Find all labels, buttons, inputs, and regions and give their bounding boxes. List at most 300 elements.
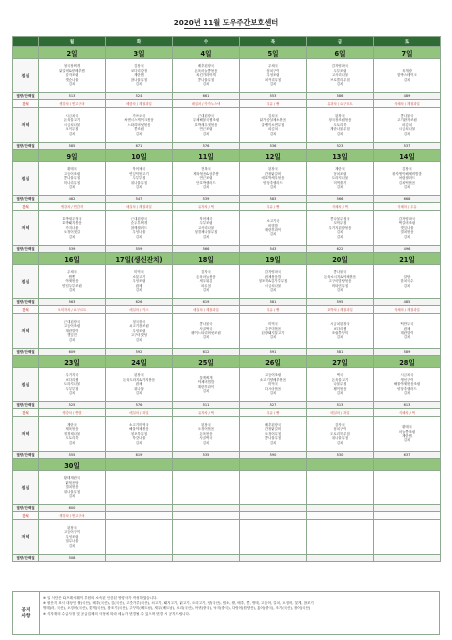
menu-item: 멸치볶음 [400,230,414,235]
menu-item: 김치 [202,185,210,190]
menu-item: 도라지나물 [331,176,349,181]
date-cell: 3일 [106,47,173,59]
dinner-kcal-row-value [240,555,307,562]
menu-item: 시금치나물 [264,283,282,288]
dinner-row-cell [173,211,240,246]
lunch-kcal-row [13,299,441,306]
dinner-row-cell [173,314,240,349]
header-corner [13,37,39,47]
menu-item: 고구마맛탕볶음 [328,279,352,284]
menu-item: 김치 [68,234,76,239]
menu-item: 사골떡국 [199,436,213,441]
menu-item: 돈육도라지&가지볶음 [122,377,156,382]
dinner-row-cell [240,108,307,143]
date-row-label [13,356,39,368]
snack-row-value: 배즙차 / 계절과일 [106,100,173,108]
menu-item: 잡채 [135,382,143,387]
lunch-kcal-row [13,196,441,203]
menu-item: 청경채나물무침 [194,230,218,235]
menu-item: 감자양파국 [398,216,416,221]
menu-item: 양상추샐러드 [263,180,283,185]
lunch-kcal-row-value: 595 [307,299,374,306]
lunch-row-cell [307,368,374,402]
menu-item: 씨앤시스케이크볶음 [124,118,154,123]
menu-item: 김치 [68,494,76,499]
snack-row [13,100,441,108]
menu-item: 비빔밥 [268,223,278,228]
menu-item: 우엉조림 [132,279,146,284]
menu-item: 김치 [336,288,344,293]
date-cell: 28일 [374,356,441,368]
date-row-label [13,253,39,265]
menu-item: 김치 [336,335,344,340]
menu-item: 마늘쫑조림 [398,429,416,434]
menu-item: 참나물무침 [130,77,148,82]
lunch-row-label: 점심 [13,162,39,196]
snack-row-value: 매실차 / 계절과일 [173,306,240,314]
menu-item: 김치 [336,391,344,396]
lunch-row-cell [374,368,441,402]
menu-item: 계란후라이 [264,228,282,232]
menu-item: 꽃게찌개 [199,375,213,380]
menu-item: 알탕 [403,274,411,279]
lunch-kcal-row-value: 566 [307,196,374,203]
menu-item: 김치 [202,440,210,445]
menu-item: 호박돼지볶음 [62,221,82,226]
lunch-kcal-row-label: 열량/단백질 [13,299,39,306]
notice-text [43,596,437,617]
menu-item: 파김치 [268,127,278,132]
menu-item: 나물무침 [333,382,347,387]
date-cell [106,459,173,471]
menu-item: 시금치국 [400,373,414,378]
lunch-row-cell [240,59,307,93]
snack-row-value [173,512,240,520]
menu-item: 된장국 [201,422,211,427]
lunch-kcal-row-value: 524 [106,93,173,100]
dinner-row-cell [240,520,307,555]
menu-item: 시금치나물 [63,122,81,127]
dinner-kcal-row-value: 612 [173,349,240,356]
dinner-row-cell [39,417,106,452]
weekday-header: 토 [374,37,441,47]
notice-label-line-1: 공지 [21,607,31,613]
menu-item: 멸치볶음 [65,485,79,490]
menu-item: 김치 [68,440,76,445]
menu-item: 잡채볶음밥 [264,274,282,279]
lunch-kcal-row-value: 583 [240,196,307,203]
dinner-kcal-row-value: 581 [307,349,374,356]
lunch-kcal-row-value: 613 [374,402,441,409]
menu-item: 떡국 [336,373,344,378]
menu-item: 비타민무침 [331,283,349,288]
lunch-kcal-row-value: 513 [307,402,374,409]
notice-line: ※ 식자재의 수급사정 및 공급업체의 사정에 따라 메뉴가 변경될 수 있으며 변경 시 공지드립니다. [43,611,190,616]
lunch-kcal-row-value: 586 [307,93,374,100]
menu-item: 고등어조림 [264,373,282,378]
menu-item: 김치 [68,82,76,87]
lunch-row-cell [106,162,173,196]
lunch-kcal-row-label: 열량/단백질 [13,196,39,203]
date-cell [173,459,240,471]
weekday-header: 수 [173,37,240,47]
lunch-row-cell [106,59,173,93]
weekday-header-row [13,37,441,47]
menu-item: 깻잎나물 [400,225,414,230]
lunch-kcal-row-value [240,505,307,512]
menu-item: 우엉조림 [65,534,79,539]
dinner-kcal-row [13,246,441,253]
lunch-row-cell [39,265,106,299]
menu-item: 감자국 [201,270,211,275]
menu-item: 김치 [135,440,143,445]
menu-item: 시금치국 [65,113,79,118]
date-cell: 17일(생신잔치) [106,253,173,265]
menu-item: 떡갈비조림 [398,221,416,226]
dinner-kcal-row-value: 523 [307,143,374,150]
dinner-row [13,211,441,246]
menu-item: 두부부침 [65,386,79,391]
lunch-row-cell [374,162,441,196]
dinner-kcal-row-value: 637 [374,452,441,459]
lunch-kcal-row-value: 513 [39,93,106,100]
page-title: 2020년 11월 도우주간보호센터 [173,18,279,27]
lunch-row-cell [39,368,106,402]
snack-row-value: 식혜차 / 우유 [374,203,441,211]
notice-label-line-2: 사항 [21,613,31,619]
date-cell [374,459,441,471]
menu-item: 육개장 [402,68,412,73]
dinner-kcal-row-value [106,555,173,562]
dinner-row-cell [39,520,106,555]
menu-item: 돈육볶음 [199,431,213,436]
menu-item: 짬뽕 [68,274,76,279]
dinner-kcal-row-value: 591 [240,349,307,356]
menu-item: 연근조림 [199,127,213,132]
date-row [13,356,441,368]
snack-row-value [374,512,441,520]
lunch-row [13,368,441,402]
date-cell: 18일 [173,253,240,265]
menu-item: 우엉조림 [132,328,146,333]
snack-row-value: 우유 / 빵 [240,306,307,314]
menu-item: 코다리강정 [130,68,148,73]
snack-row-value: 식혜차 / 떡 [307,203,374,211]
dinner-row-cell [374,314,441,349]
lunch-row-label: 점심 [13,265,39,299]
menu-item: 황태국 [402,425,412,430]
dinner-kcal-row-value: 530 [307,452,374,459]
dinner-row-label: 저녁 [13,520,39,555]
menu-item: 도토리묵무침 [330,431,350,436]
menu-item: 김치 [135,288,143,293]
menu-item: 해물야채볶음조림 [393,382,421,387]
date-cell: 12일 [240,150,307,162]
menu-item: 김치 [403,438,411,443]
menu-item: 잡채 [135,283,143,288]
menu-item: 가쓰오국 [132,113,146,118]
menu-item: 취나물무침 [63,489,81,494]
menu-item: 근대된장국 [130,216,148,221]
weekday-header: 금 [307,37,374,47]
dinner-kcal-row-value: 496 [374,246,441,253]
dinner-kcal-row-value: 539 [39,246,106,253]
menu-item: 깻잎전 [67,333,77,338]
menu-item: 계란찜 [134,73,144,78]
dinner-kcal-row [13,143,441,150]
menu-item: 한치국수 [400,279,414,284]
menu-item: 처럼샐러드 [398,176,416,181]
dinner-kcal-row-value: 619 [106,452,173,459]
snack-row-value: 매실차 / 과일 [106,409,173,417]
menu-item: 해물야채볶음 [129,427,149,432]
notice-line: 명태(러, 국산), 오징어(국산), 꽃게(국산), 참조기(국산), 주꾸미(베트남), 새우(베트남), 오리(국산), 아귀(중국), 낙지(중국), 다랑어(원양산), 홍어(중국), 조기(국산), 장어(국산) [43,606,311,611]
dinner-kcal-row-value: 592 [106,349,173,356]
lunch-kcal-row-value: 619 [173,299,240,306]
menu-item: 삼치구이 [333,427,347,432]
menu-item: 콩나물무침국 [330,216,350,221]
lunch-row-cell [240,162,307,196]
lunch-kcal-row-value [106,505,173,512]
dinner-row-cell [39,211,106,246]
menu-item: 청포묵무침 [130,431,148,436]
menu-item: 생선구이 [400,377,414,382]
dinner-kcal-row-value: 508 [39,555,106,562]
notice-line: ※ 원산지 표시 대상인 쌀(국산), 배추(국산), 김(국산), 고춧가루(국산), 쇠고기, 돼지고기, 닭고기, 오리고기, 양(국산), 염소, 쌀, 배추, 콩, 명태, 고등어, 갈치, 오징어, 꽃게, 참조기 [43,601,314,606]
menu-item: 깻순나물 [65,77,79,82]
dinner-row-cell [106,211,173,246]
dinner-kcal-row-value [173,555,240,562]
menu-item: 김치 [68,391,76,396]
dinner-row-label: 저녁 [13,108,39,143]
date-cell: 11일 [173,150,240,162]
snack-row-label: 간식 [13,100,39,108]
menu-item: 도토리묵 [333,122,347,127]
menu-item: 단호박샐러드 [196,180,216,185]
lunch-kcal-row-value: 668 [374,196,441,203]
dinner-kcal-row-value [307,555,374,562]
menu-item: 쑥갓나물 [132,436,146,441]
menu-item: 야채볶음 [65,279,79,284]
snack-row [13,306,441,314]
menu-item: 황태계란국 [63,476,81,481]
menu-item: 김치 [269,440,277,445]
snack-row-label: 간식 [13,409,39,417]
menu-item: 조림쭈꾸미 [331,331,349,335]
dinner-kcal-row-label: 열량/단백질 [13,349,39,356]
menu-item: 근대된장국 [197,113,215,118]
menu-item: 잡채 [403,326,411,331]
lunch-kcal-row-value [374,505,441,512]
dinner-kcal-row-value: 576 [173,143,240,150]
dinner-kcal-row-value: 535 [173,452,240,459]
snack-row-value: 매실차 / 과일 [307,409,374,417]
menu-item: 김치 [68,131,76,136]
snack-row-label: 간식 [13,203,39,211]
menu-item: 골뱅이소면무침 [261,122,285,127]
snack-row-value: 식혜차 / 계절과일 [374,100,441,108]
menu-item: 두부부침 [132,176,146,181]
menu-item: 오징어젓갈 [63,230,81,235]
dinner-kcal-row-value: 537 [374,143,441,150]
menu-item: 김치 [135,391,143,396]
snack-row [13,203,441,211]
menu-item: 호박새우젓국 [62,216,82,221]
snack-row-value: 유자차 / 떡 [173,409,240,417]
lunch-row-cell [173,59,240,93]
menu-item: 돈육소시지&야채볶음 [323,274,357,279]
lunch-row-cell [307,265,374,299]
menu-item: 김치 [202,288,210,293]
menu-item: 콩나물무침 [197,77,215,82]
dinner-row [13,314,441,349]
dinner-row-cell [307,417,374,452]
menu-item: 계란국 [335,167,345,172]
menu-item: 김치 [68,337,76,342]
menu-item: 순두부찌개 [130,221,148,226]
menu-item: 김치 [135,185,143,190]
menu-item: 삼치구이 [266,68,280,73]
dinner-row [13,417,441,452]
menu-item: 김치 [202,234,210,239]
menu-item: 김치 [68,185,76,190]
lunch-kcal-row-value: 462 [39,196,106,203]
menu-item: 김치 [403,131,411,136]
dinner-row-cell [374,417,441,452]
menu-item: 김치 [135,337,143,342]
dinner-kcal-row-value: 555 [39,452,106,459]
date-cell: 25일 [173,356,240,368]
lunch-row-cell [173,162,240,196]
dinner-kcal-row-value: 609 [39,349,106,356]
dinner-kcal-row-label: 열량/단백질 [13,452,39,459]
snack-row [13,512,441,520]
dinner-row-cell [106,108,173,143]
lunch-row-cell [39,59,106,93]
date-row [13,47,441,59]
menu-item: 계란말이 [400,331,414,335]
menu-item: 간장닭갈비 [264,427,282,432]
dinner-row-cell [240,314,307,349]
lunch-kcal-row-value: 525 [39,402,106,409]
snack-row-value: 생강차 / 찐고구마 [39,512,106,520]
menu-item: 브로콜리무침 [330,77,350,82]
dinner-kcal-row-value: 589 [374,349,441,356]
date-row-label [13,47,39,59]
lunch-row-cell [106,368,173,402]
date-cell: 14일 [374,150,441,162]
menu-item: 간장닭갈비 [264,171,282,176]
menu-item: 김치 [202,82,210,87]
snack-row-value: 생강차 / 찐감자 [39,203,106,211]
lunch-row-cell [106,471,173,505]
menu-item: 다시마볶음 [264,386,282,391]
lunch-row-cell [106,265,173,299]
menu-item: 전복국 [201,167,211,172]
dinner-kcal-row-label: 열량/단백질 [13,246,39,253]
lunch-kcal-row-value: 527 [240,402,307,409]
menu-item: 주꾸미볶음 [264,326,282,331]
menu-item: 근대된장국 [63,319,81,324]
menu-item: 미역국 [268,322,278,327]
menu-item: 김치 [336,185,344,190]
dinner-kcal-row-value: 543 [240,246,307,253]
menu-item: 김치 [135,82,143,87]
menu-item: 김치 [202,335,210,340]
menu-item: 치킨가라아게 [196,73,216,78]
dinner-row-cell [106,314,173,349]
lunch-row-cell [374,59,441,93]
lunch-kcal-row-label: 열량/단백질 [13,93,39,100]
menu-item: 연근조림 [199,176,213,181]
snack-row-value: 우유 / 빵 [240,100,307,108]
date-cell: 4일 [173,47,240,59]
date-cell: 21일 [374,253,441,265]
menu-item: 호박새우젓볶음 [194,122,218,127]
menu-item: 양상추샐러드 [397,386,417,391]
lunch-kcal-row-label: 열량/단백질 [13,402,39,409]
menu-item: 제육볶음 [65,427,79,432]
lunch-kcal-row-value: 547 [106,196,173,203]
menu-item: 미역국 [268,382,278,387]
menu-item: 취나물무침 [331,436,349,441]
menu-item: 배추된장국 [197,64,215,69]
dinner-kcal-row-value [374,555,441,562]
date-cell: 9일 [39,150,106,162]
dinner-row-cell [173,520,240,555]
menu-item: 무채국 [268,64,278,69]
dinner-row-cell [39,108,106,143]
date-cell: 27일 [307,356,374,368]
menu-item: 계란후라이 [197,384,215,389]
menu-item: 닭볶음탕 [65,480,79,485]
lunch-row-cell [173,471,240,505]
date-cell: 7일 [374,47,441,59]
menu-item: 코다리찜 [333,326,347,331]
menu-item: 김치 [135,131,143,136]
menu-item: 콩나물국 [199,322,213,327]
menu-item: 김장국 [402,167,412,172]
dinner-row-label: 저녁 [13,211,39,246]
menu-item: 무채국 [67,270,77,275]
menu-item: 참깨샐러드 [130,225,148,230]
lunch-kcal-row-value: 626 [106,299,173,306]
menu-item: 닭갈비&양배추찜 [59,68,85,73]
menu-item: 김치 [403,283,411,288]
lunch-kcal-row-value: 661 [173,93,240,100]
date-cell [307,459,374,471]
lunch-row-cell [39,471,106,505]
menu-item: 배추된장국 [264,422,282,427]
menu-item: 김치 [269,185,277,190]
menu-item: 시금치나물 [398,127,416,132]
menu-item: 우채해물국찜조림 [192,118,220,123]
lunch-row [13,265,441,299]
date-cell: 2일 [39,47,106,59]
date-cell: 5일 [240,47,307,59]
dinner-kcal-row-value: 559 [106,246,173,253]
dinner-row-cell [307,211,374,246]
menu-item: 돈육마늘쫑볶음 [194,68,218,73]
menu-item: 계란나물무침 [330,127,350,132]
menu-item: 김치 [269,131,277,136]
menu-item: 취나물무침 [130,180,148,185]
menu-item: 된장국 [268,167,278,172]
date-cell: 23일 [39,356,106,368]
menu-item: 김치 [403,335,411,340]
menu-item: 가지나물 [65,225,79,230]
menu-item: 감자조림 [65,73,79,78]
